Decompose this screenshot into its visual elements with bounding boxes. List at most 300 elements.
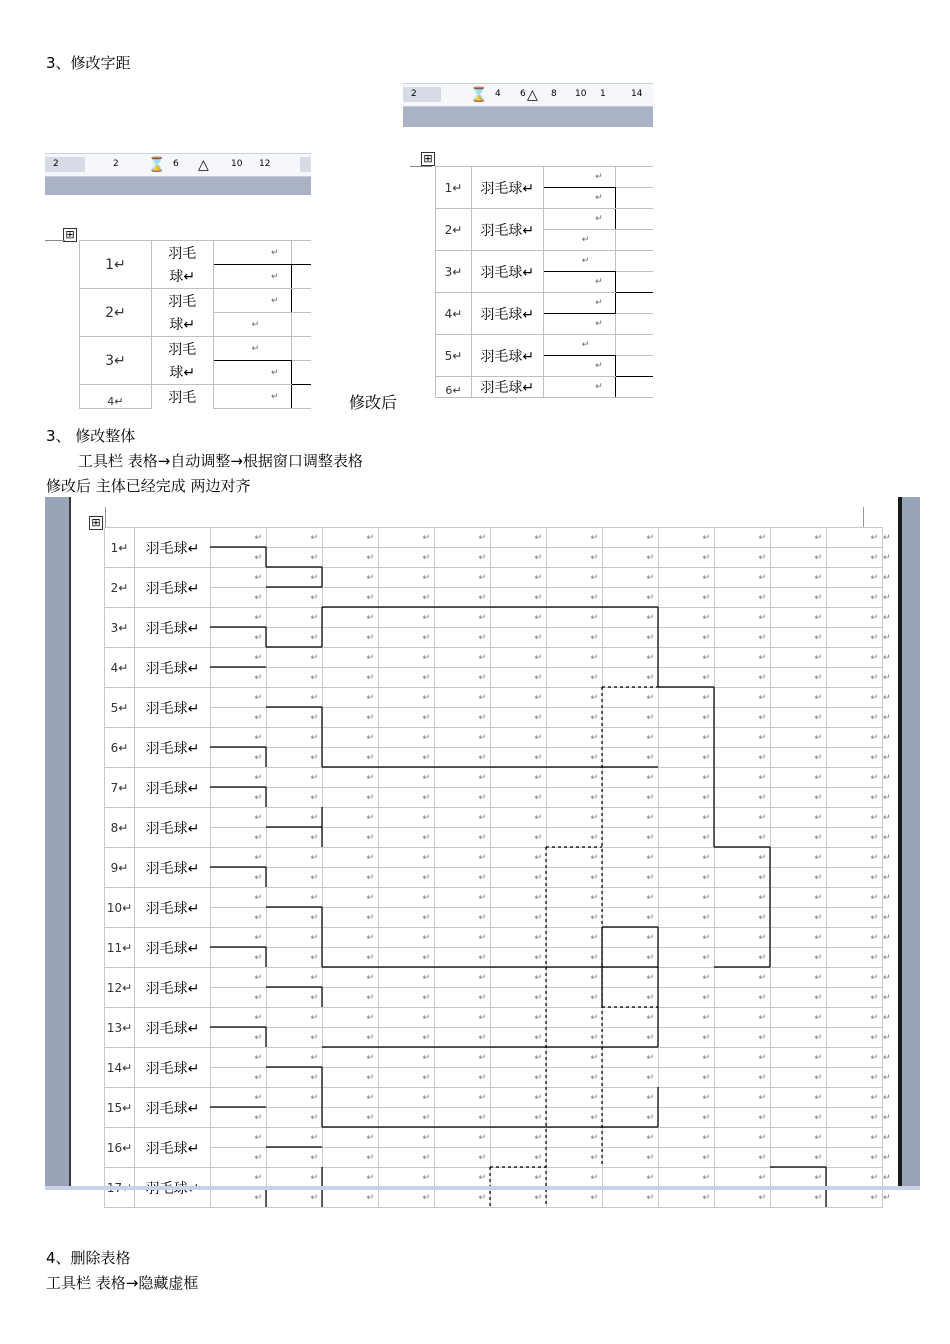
grid-cell: ↵: [267, 1168, 323, 1188]
grid-cell: ↵: [323, 1188, 379, 1208]
section-result: 修改后 主体已经完成 两边对齐: [46, 477, 251, 495]
row-number: 1↵: [80, 241, 152, 289]
grid-cell: ↵: [491, 1168, 547, 1188]
grid-cell: ↵: [603, 1008, 659, 1028]
cell-mark: ↵: [543, 293, 615, 314]
cell-mark: ↵: [543, 251, 615, 272]
grid-cell: ↵: [435, 568, 491, 588]
grid-cell: ↵: [211, 1148, 267, 1168]
grid-cell: ↵: [211, 808, 267, 828]
grid-cell: ↵: [659, 568, 715, 588]
grid-cell: ↵: [827, 748, 883, 768]
grid-cell: ↵: [603, 1028, 659, 1048]
grid-cell: ↵: [771, 788, 827, 808]
grid-cell: ↵: [603, 928, 659, 948]
small-table-before: [79, 240, 311, 409]
grid-cell: ↵: [547, 808, 603, 828]
grid-cell: ↵: [659, 1148, 715, 1168]
grid-cell: ↵: [211, 1108, 267, 1128]
cell-mark: ↵: [543, 167, 615, 188]
grid-cell: ↵: [211, 1168, 267, 1188]
grid-cell: ↵: [491, 928, 547, 948]
paragraph-mark: ↵: [883, 868, 895, 888]
paragraph-mark: ↵: [883, 1028, 895, 1048]
grid-cell: ↵: [379, 628, 435, 648]
grid-cell: ↵: [379, 668, 435, 688]
name-cell: 羽毛球↵: [135, 608, 211, 648]
grid-cell: ↵: [379, 748, 435, 768]
grid-cell: ↵: [435, 968, 491, 988]
grid-cell: ↵: [827, 688, 883, 708]
grid-cell: ↵: [379, 768, 435, 788]
grid-cell: ↵: [435, 588, 491, 608]
grid-cell: ↵: [715, 968, 771, 988]
grid-cell: ↵: [435, 1128, 491, 1148]
grid-cell: ↵: [491, 648, 547, 668]
grid-cell: ↵: [715, 548, 771, 568]
grid-cell: ↵: [323, 968, 379, 988]
paragraph-mark: ↵: [883, 1168, 895, 1188]
row-number: 10↵: [105, 888, 135, 928]
grid-cell: ↵: [379, 828, 435, 848]
grid-cell: ↵: [603, 1068, 659, 1088]
grid-cell: ↵: [715, 608, 771, 628]
grid-cell: ↵: [267, 848, 323, 868]
grid-cell: ↵: [715, 808, 771, 828]
grid-cell: ↵: [659, 1188, 715, 1208]
grid-cell: ↵: [379, 708, 435, 728]
grid-cell: ↵: [491, 528, 547, 548]
grid-cell: ↵: [323, 748, 379, 768]
grid-cell: ↵: [211, 948, 267, 968]
grid-cell: ↵: [379, 848, 435, 868]
grid-cell: ↵: [379, 1168, 435, 1188]
grid-cell: ↵: [491, 988, 547, 1008]
paragraph-mark: ↵: [883, 888, 895, 908]
ruler-number: 2: [113, 159, 119, 169]
grid-cell: ↵: [211, 688, 267, 708]
paragraph-mark: ↵: [883, 1048, 895, 1068]
name-cell: 羽毛球↵: [135, 648, 211, 688]
grid-cell: ↵: [603, 668, 659, 688]
paragraph-mark: ↵: [883, 568, 895, 588]
grid-cell: ↵: [379, 688, 435, 708]
paragraph-mark: ↵: [883, 748, 895, 768]
grid-cell: ↵: [323, 988, 379, 1008]
grid-cell: ↵: [491, 1108, 547, 1128]
paragraph-mark: ↵: [883, 848, 895, 868]
grid-cell: ↵: [379, 1148, 435, 1168]
name-cell: 羽毛球↵: [135, 1088, 211, 1128]
grid-cell: ↵: [491, 1188, 547, 1208]
name-cell: 羽毛球↵: [135, 1008, 211, 1048]
name-cell: 羽毛: [151, 241, 213, 265]
row-number: 2↵: [80, 289, 152, 337]
grid-cell: ↵: [267, 908, 323, 928]
row-number: 11↵: [105, 928, 135, 968]
grid-cell: ↵: [323, 768, 379, 788]
grid-cell: ↵: [547, 528, 603, 548]
grid-cell: ↵: [603, 1048, 659, 1068]
grid-cell: ↵: [211, 1028, 267, 1048]
name-cell: 羽毛球↵: [471, 377, 543, 398]
grid-cell: ↵: [435, 808, 491, 828]
grid-cell: ↵: [323, 528, 379, 548]
grid-cell: ↵: [267, 808, 323, 828]
grid-cell: ↵: [547, 608, 603, 628]
grid-cell: ↵: [547, 928, 603, 948]
grid-cell: ↵: [659, 668, 715, 688]
grid-cell: ↵: [323, 548, 379, 568]
grid-cell: ↵: [267, 528, 323, 548]
grid-cell: ↵: [379, 948, 435, 968]
paragraph-mark: ↵: [883, 528, 895, 548]
grid-cell: ↵: [211, 608, 267, 628]
name-cell: 羽毛球↵: [135, 968, 211, 1008]
grid-cell: ↵: [267, 608, 323, 628]
grid-cell: ↵: [267, 788, 323, 808]
grid-cell: ↵: [435, 1188, 491, 1208]
grid-cell: ↵: [771, 828, 827, 848]
grid-cell: ↵: [603, 608, 659, 628]
cell-mark: ↵: [543, 209, 615, 230]
grid-cell: ↵: [715, 768, 771, 788]
grid-cell: ↵: [771, 608, 827, 628]
tab-marker-icon[interactable]: △: [527, 87, 538, 103]
grid-cell: ↵: [491, 588, 547, 608]
name-cell: 羽毛球↵: [135, 1128, 211, 1168]
grid-cell: ↵: [827, 1168, 883, 1188]
grid-cell: ↵: [659, 848, 715, 868]
grid-cell: ↵: [547, 948, 603, 968]
name-cell: 羽毛球↵: [471, 335, 543, 377]
grid-cell: ↵: [659, 1068, 715, 1088]
grid-cell: ↵: [435, 828, 491, 848]
table-move-handle-icon[interactable]: ⊞: [63, 228, 77, 242]
row-number: 13↵: [105, 1008, 135, 1048]
name-cell: 羽毛球↵: [135, 528, 211, 568]
grid-cell: ↵: [547, 648, 603, 668]
grid-cell: ↵: [827, 808, 883, 828]
name-cell: 球↵: [151, 361, 213, 385]
grid-cell: ↵: [211, 1128, 267, 1148]
grid-cell: ↵: [211, 928, 267, 948]
grid-cell: ↵: [715, 1168, 771, 1188]
grid-cell: ↵: [267, 1048, 323, 1068]
cell-mark: ↵: [543, 272, 615, 293]
grid-cell: ↵: [715, 668, 771, 688]
grid-cell: ↵: [715, 1128, 771, 1148]
grid-cell: ↵: [547, 748, 603, 768]
ruler-number: 2: [53, 159, 59, 169]
grid-cell: ↵: [491, 568, 547, 588]
name-cell: 羽毛球↵: [135, 728, 211, 768]
grid-cell: ↵: [659, 828, 715, 848]
row-number: 2↵: [436, 209, 472, 251]
grid-cell: ↵: [771, 868, 827, 888]
grid-cell: ↵: [659, 628, 715, 648]
grid-cell: ↵: [827, 948, 883, 968]
indent-marker-icon[interactable]: ⌛: [470, 87, 488, 103]
name-cell: 羽毛球↵: [135, 1048, 211, 1088]
name-cell: 羽毛: [151, 385, 213, 409]
grid-cell: ↵: [211, 988, 267, 1008]
ruler-number: 4: [495, 89, 501, 99]
grid-cell: ↵: [547, 1088, 603, 1108]
grid-cell: ↵: [379, 808, 435, 828]
grid-cell: ↵: [491, 748, 547, 768]
grid-cell: ↵: [211, 668, 267, 688]
grid-cell: ↵: [323, 1008, 379, 1028]
grid-cell: ↵: [547, 1108, 603, 1128]
grid-cell: ↵: [267, 928, 323, 948]
grid-cell: ↵: [211, 588, 267, 608]
paragraph-mark: ↵: [883, 728, 895, 748]
grid-cell: ↵: [827, 1048, 883, 1068]
small-table-after: [435, 166, 653, 398]
name-cell: 羽毛球↵: [135, 848, 211, 888]
grid-cell: ↵: [547, 968, 603, 988]
name-cell: 羽毛球↵: [471, 167, 543, 209]
grid-cell: ↵: [771, 728, 827, 748]
grid-cell: ↵: [827, 788, 883, 808]
section-description: 工具栏 表格→自动调整→根据窗口调整表格: [78, 452, 363, 470]
grid-cell: ↵: [491, 968, 547, 988]
grid-cell: ↵: [827, 888, 883, 908]
grid-cell: ↵: [771, 1008, 827, 1028]
grid-cell: ↵: [547, 668, 603, 688]
grid-cell: ↵: [547, 908, 603, 928]
grid-cell: ↵: [771, 1048, 827, 1068]
grid-cell: ↵: [715, 1028, 771, 1048]
grid-cell: ↵: [827, 668, 883, 688]
row-number: 2↵: [105, 568, 135, 608]
grid-cell: ↵: [603, 808, 659, 828]
grid-cell: ↵: [547, 548, 603, 568]
grid-cell: ↵: [491, 628, 547, 648]
grid-cell: ↵: [547, 708, 603, 728]
grid-cell: ↵: [715, 888, 771, 908]
grid-cell: ↵: [267, 1188, 323, 1208]
grid-cell: ↵: [491, 708, 547, 728]
grid-cell: ↵: [323, 848, 379, 868]
grid-cell: ↵: [491, 548, 547, 568]
paragraph-mark: ↵: [883, 828, 895, 848]
grid-cell: ↵: [267, 1148, 323, 1168]
cell-mark: ↵: [543, 335, 615, 356]
cell-mark: ↵: [543, 314, 615, 335]
row-number: 14↵: [105, 1048, 135, 1088]
grid-cell: ↵: [603, 828, 659, 848]
paragraph-mark: ↵: [883, 928, 895, 948]
row-number: 3↵: [105, 608, 135, 648]
grid-cell: ↵: [267, 828, 323, 848]
grid-cell: ↵: [715, 948, 771, 968]
grid-cell: ↵: [379, 888, 435, 908]
grid-cell: ↵: [771, 808, 827, 828]
paragraph-mark: ↵: [883, 668, 895, 688]
grid-cell: ↵: [771, 528, 827, 548]
ruler-number: 10: [231, 159, 243, 169]
grid-cell: ↵: [715, 1068, 771, 1088]
grid-cell: ↵: [547, 628, 603, 648]
grid-cell: ↵: [603, 628, 659, 648]
grid-cell: ↵: [827, 568, 883, 588]
grid-cell: ↵: [491, 1008, 547, 1028]
grid-cell: ↵: [547, 868, 603, 888]
grid-cell: ↵: [211, 568, 267, 588]
grid-cell: ↵: [379, 868, 435, 888]
grid-cell: ↵: [323, 708, 379, 728]
grid-cell: ↵: [659, 768, 715, 788]
paragraph-mark: ↵: [883, 1108, 895, 1128]
row-number: 3↵: [436, 251, 472, 293]
grid-cell: ↵: [547, 1048, 603, 1068]
grid-cell: ↵: [547, 888, 603, 908]
grid-cell: ↵: [267, 728, 323, 748]
grid-cell: ↵: [771, 1128, 827, 1148]
grid-cell: ↵: [323, 608, 379, 628]
grid-cell: ↵: [323, 948, 379, 968]
grid-cell: ↵: [715, 1148, 771, 1168]
cell-mark: ↵: [213, 361, 291, 385]
grid-cell: ↵: [827, 988, 883, 1008]
row-number: 3↵: [80, 337, 152, 385]
grid-cell: ↵: [659, 928, 715, 948]
grid-cell: ↵: [379, 788, 435, 808]
grid-cell: ↵: [323, 1128, 379, 1148]
paragraph-mark: ↵: [883, 988, 895, 1008]
grid-cell: ↵: [491, 1028, 547, 1048]
grid-cell: ↵: [603, 888, 659, 908]
grid-cell: ↵: [827, 1088, 883, 1108]
grid-cell: ↵: [379, 588, 435, 608]
grid-cell: ↵: [771, 628, 827, 648]
grid-cell: ↵: [603, 1108, 659, 1128]
paragraph-mark: ↵: [883, 908, 895, 928]
cell-mark: ↵: [543, 230, 615, 251]
grid-cell: ↵: [659, 648, 715, 668]
grid-cell: ↵: [603, 848, 659, 868]
grid-cell: ↵: [771, 948, 827, 968]
grid-cell: ↵: [267, 708, 323, 728]
grid-cell: ↵: [771, 908, 827, 928]
row-number: 15↵: [105, 1088, 135, 1128]
grid-cell: ↵: [659, 1048, 715, 1068]
grid-cell: ↵: [267, 988, 323, 1008]
table-move-handle-icon[interactable]: ⊞: [89, 516, 103, 530]
grid-cell: ↵: [827, 1068, 883, 1088]
grid-cell: ↵: [603, 648, 659, 668]
grid-cell: ↵: [603, 948, 659, 968]
grid-cell: ↵: [435, 848, 491, 868]
grid-cell: ↵: [435, 608, 491, 628]
paragraph-mark: ↵: [883, 1188, 895, 1208]
grid-cell: ↵: [715, 568, 771, 588]
grid-cell: ↵: [323, 688, 379, 708]
grid-cell: ↵: [323, 788, 379, 808]
grid-cell: ↵: [659, 608, 715, 628]
grid-cell: ↵: [211, 1068, 267, 1088]
grid-cell: ↵: [435, 948, 491, 968]
grid-cell: ↵: [715, 868, 771, 888]
grid-cell: ↵: [379, 908, 435, 928]
grid-cell: ↵: [603, 868, 659, 888]
table-move-handle-icon[interactable]: ⊞: [421, 152, 435, 166]
ruler-number: 2: [411, 89, 417, 99]
grid-cell: ↵: [715, 908, 771, 928]
grid-cell: ↵: [267, 1008, 323, 1028]
divider: [410, 166, 432, 167]
paragraph-mark: ↵: [883, 768, 895, 788]
big-table: [104, 527, 895, 1208]
grid-cell: ↵: [603, 1128, 659, 1148]
indent-marker-icon[interactable]: ⌛: [148, 157, 166, 173]
grid-cell: ↵: [659, 808, 715, 828]
grid-cell: ↵: [267, 568, 323, 588]
row-number: 12↵: [105, 968, 135, 1008]
grid-cell: ↵: [603, 788, 659, 808]
grid-cell: ↵: [323, 588, 379, 608]
ruler-number: 6: [173, 159, 179, 169]
grid-cell: ↵: [827, 648, 883, 668]
grid-cell: ↵: [827, 608, 883, 628]
cell-mark: ↵: [543, 188, 615, 209]
grid-cell: ↵: [323, 1088, 379, 1108]
grid-cell: ↵: [435, 748, 491, 768]
grid-cell: ↵: [323, 1168, 379, 1188]
tab-marker-icon[interactable]: △: [198, 157, 209, 173]
grid-cell: ↵: [659, 728, 715, 748]
grid-cell: ↵: [771, 568, 827, 588]
grid-cell: ↵: [771, 648, 827, 668]
grid-cell: ↵: [547, 768, 603, 788]
grid-cell: ↵: [603, 908, 659, 928]
grid-cell: ↵: [379, 968, 435, 988]
grid-cell: ↵: [827, 628, 883, 648]
grid-cell: ↵: [323, 668, 379, 688]
grid-cell: ↵: [547, 568, 603, 588]
ruler-number: 12: [259, 159, 271, 169]
grid-cell: ↵: [827, 1148, 883, 1168]
grid-cell: ↵: [491, 1148, 547, 1168]
grid-cell: ↵: [379, 1188, 435, 1208]
grid-cell: ↵: [435, 1168, 491, 1188]
paragraph-mark: ↵: [883, 608, 895, 628]
paragraph-mark: ↵: [883, 628, 895, 648]
row-number: 9↵: [105, 848, 135, 888]
grid-cell: ↵: [715, 1008, 771, 1028]
grid-cell: ↵: [771, 928, 827, 948]
grid-cell: ↵: [827, 848, 883, 868]
grid-cell: ↵: [211, 768, 267, 788]
cell-mark: ↵: [213, 313, 291, 337]
grid-cell: ↵: [323, 868, 379, 888]
grid-cell: ↵: [491, 948, 547, 968]
grid-cell: ↵: [603, 768, 659, 788]
paragraph-mark: ↵: [883, 1008, 895, 1028]
grid-cell: ↵: [547, 1148, 603, 1168]
grid-cell: ↵: [659, 1008, 715, 1028]
grid-cell: ↵: [715, 708, 771, 728]
grid-cell: ↵: [267, 628, 323, 648]
ruler-after: [403, 83, 653, 128]
grid-cell: ↵: [267, 748, 323, 768]
row-number: 16↵: [105, 1128, 135, 1168]
grid-cell: ↵: [715, 928, 771, 948]
grid-cell: ↵: [827, 548, 883, 568]
grid-cell: ↵: [323, 568, 379, 588]
